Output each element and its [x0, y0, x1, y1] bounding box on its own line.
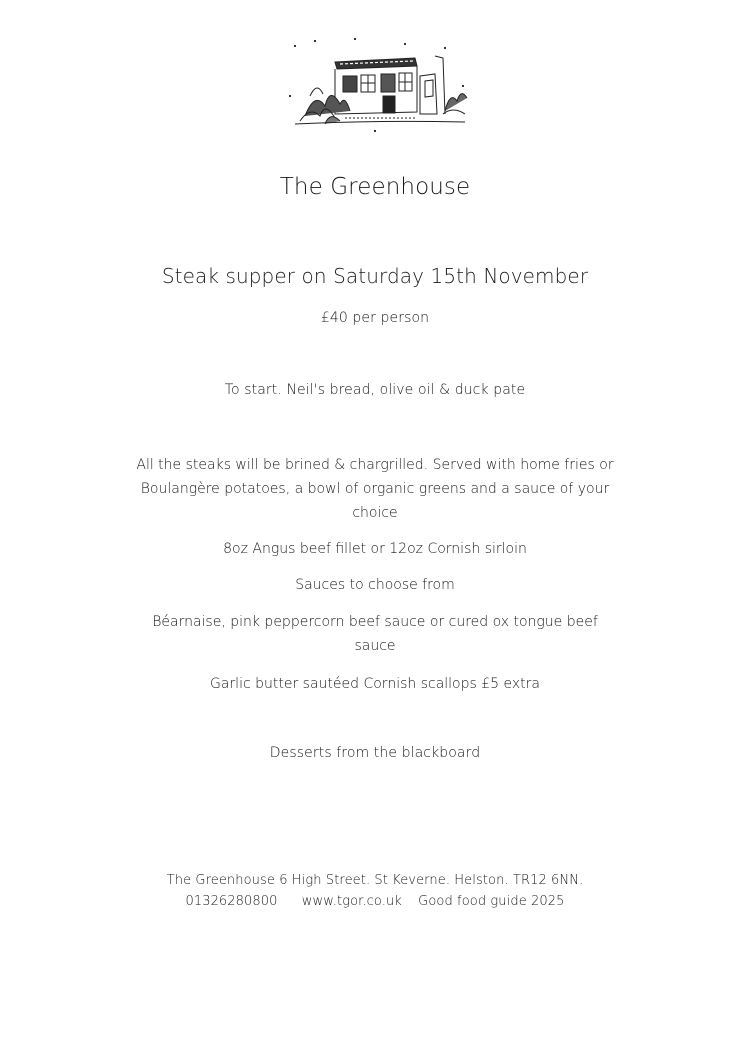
steak-options: 8oz Angus beef fillet or 12oz Cornish sirloin: [223, 541, 527, 557]
greenhouse-building-sketch-icon: [285, 36, 470, 136]
footer-contact: [0, 894, 750, 909]
event-price: £40 per person: [320, 310, 430, 326]
desserts-text: Desserts from the blackboard: [269, 745, 481, 761]
event-title: Steak supper on Saturday 15th November: [161, 264, 589, 288]
extra-option: Garlic butter sautéed Cornish scallops £5 extra: [210, 676, 540, 692]
restaurant-name: The Greenhouse: [279, 174, 471, 200]
sauces-heading: Sauces to choose from: [295, 577, 455, 593]
footer-website[interactable]: www.tgor.co.uk: [301, 894, 402, 909]
footer-phone: 01326280800: [185, 894, 278, 909]
footer-award: Good food guide 2025: [418, 894, 565, 909]
footer-address: The Greenhouse 6 High Street. St Keverne. Helston. TR12 6NN.: [166, 873, 584, 888]
steak-intro: All the steaks will be brined & chargrilled. Served with home fries or Boulangère potatoes, a bowl of organic greens and a sauce of your choice: [136, 457, 614, 521]
sauces-list: Béarnaise, pink peppercorn beef sauce or cured ox tongue beef sauce: [152, 614, 598, 654]
starter-text: To start. Neil's bread, olive oil & duck pate: [224, 382, 526, 398]
